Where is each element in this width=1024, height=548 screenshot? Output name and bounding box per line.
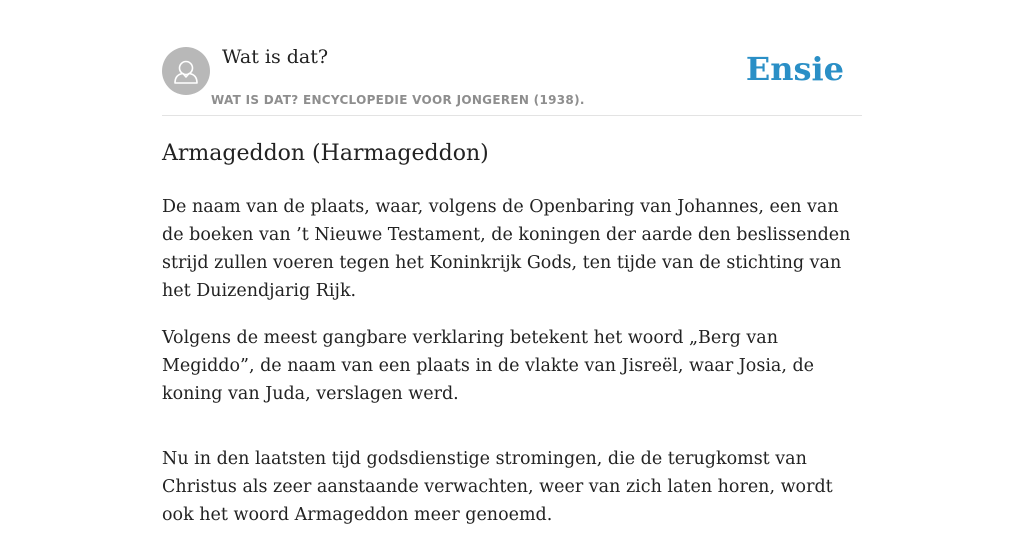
source-header [162, 46, 862, 116]
source-subtitle: WAT IS DAT? ENCYCLOPEDIE VOOR JONGEREN (1938). [211, 93, 585, 107]
source-avatar[interactable] [162, 47, 210, 95]
article-paragraph: Nu in den laatsten tijd godsdienstige stromingen, die de terugkomst van Christus als zeer aanstaande verwachten, weer van zich laten horen, wordt ook het woord Armageddon meer genoemd. [162, 449, 833, 525]
article [162, 137, 862, 548]
user-icon [162, 47, 210, 95]
article-paragraph: Volgens de meest gangbare verklaring betekent het woord „Berg van Megiddo”, de naam van een plaats in de vlakte van Jisreël, waar Josia, de koning van Juda, verslagen werd. [162, 328, 815, 404]
article-paragraph: De naam van de plaats, waar, volgens de Openbaring van Johannes, een van de boeken van ’t Nieuwe Testament, de koningen der aarde den beslissenden strijd zullen voeren tegen het Koninkrijk Gods, ten tijde van de stichting van het Duizendjarig Rijk. [162, 197, 851, 301]
article-title: Armageddon (Harmageddon) [162, 141, 489, 166]
brand-logo[interactable]: Ensie [745, 50, 844, 88]
source-title[interactable]: Wat is dat? [222, 46, 329, 68]
